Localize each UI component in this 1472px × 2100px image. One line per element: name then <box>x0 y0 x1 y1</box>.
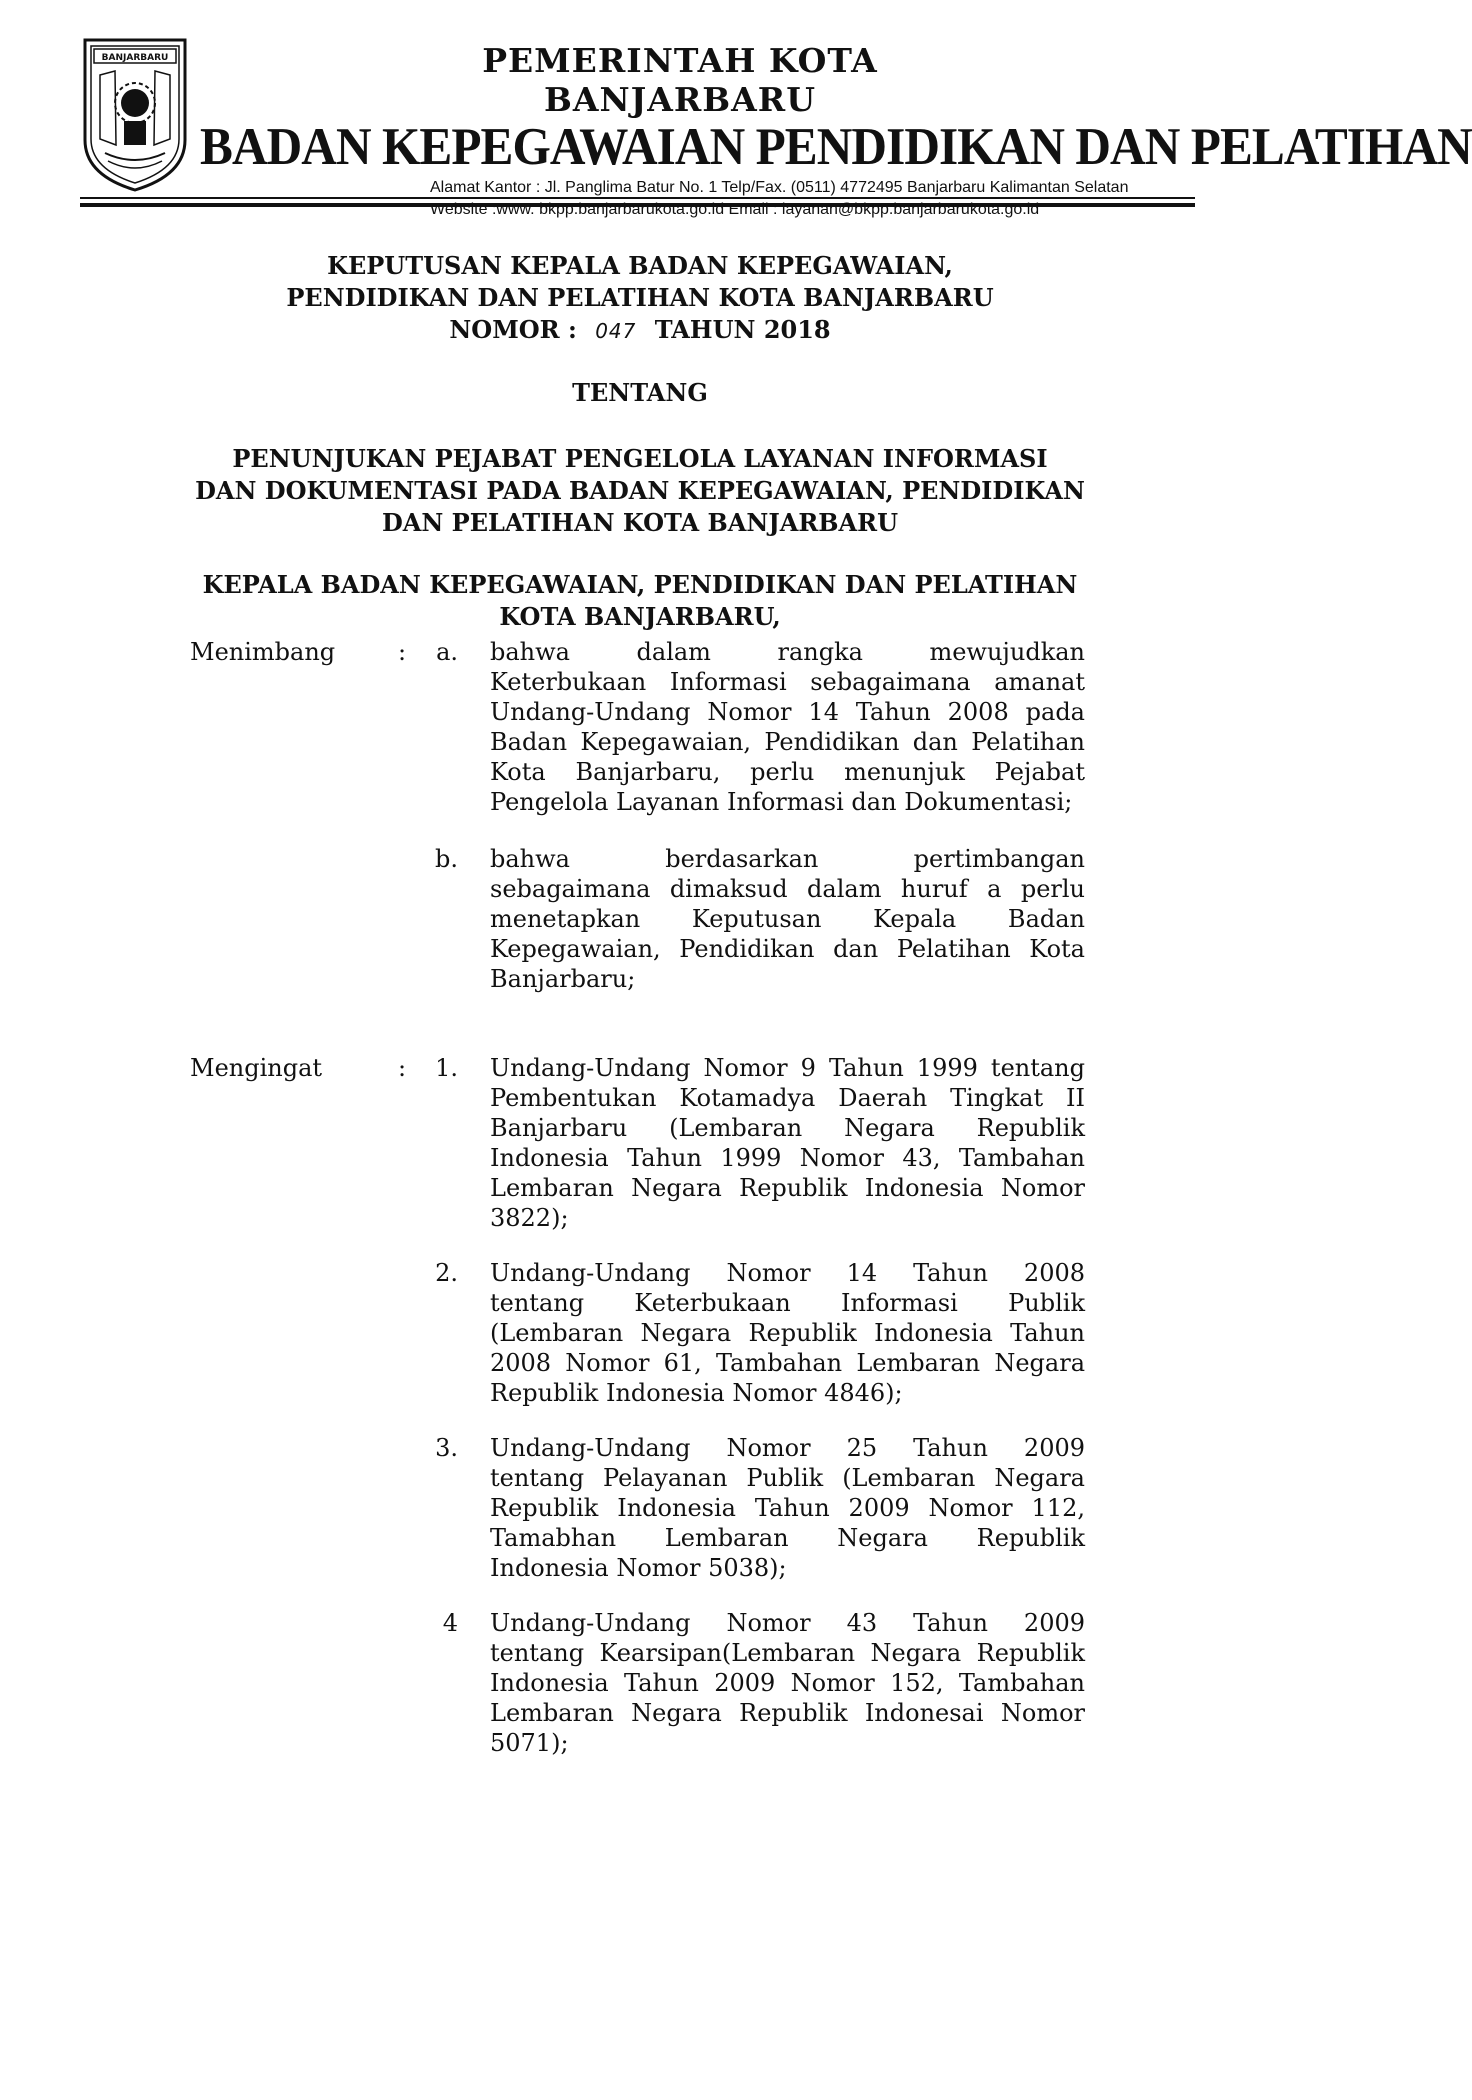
agency-name: BADAN KEPEGAWAIAN PENDIDIKAN DAN PELATIHAN <box>200 118 1472 176</box>
decree-title-block <box>120 250 1160 633</box>
text-line: Undang-Undang Nomor 25 Tahun 2009 <box>490 1434 1085 1462</box>
nomor-handwritten-value: 047 <box>595 319 637 343</box>
text-line: Republik Indonesia Nomor 4846); <box>490 1379 903 1407</box>
menimbang-item-a <box>490 637 1085 817</box>
mengingat-item-2 <box>490 1258 1085 1408</box>
text-line: Indonesia Tahun 2009 Nomor 152, Tambahan <box>490 1669 1085 1697</box>
text-line: Republik Indonesia Tahun 2009 Nomor 112, <box>490 1494 1085 1522</box>
mengingat-item-4-marker: 4 <box>442 1609 458 1637</box>
government-name: PEMERINTAH KOTA BANJARBARU <box>482 41 878 119</box>
text-line: Undang-Undang Nomor 14 Tahun 2008 <box>490 1259 1085 1287</box>
menimbang-colon: : <box>398 638 407 666</box>
text-line: Kepegawaian, Pendidikan dan Pelatihan Kota <box>490 935 1085 963</box>
emblem-text: BANJARBARU <box>101 53 169 63</box>
head-line-1: KEPALA BADAN KEPEGAWAIAN, PENDIDIKAN DAN PELATIHAN <box>202 570 1078 599</box>
text-line: Tamabhan Lembaran Negara Republik <box>490 1524 1085 1552</box>
text-line: Indonesia Tahun 1999 Nomor 43, Tambahan <box>490 1144 1085 1172</box>
text-line: 3822); <box>490 1204 569 1232</box>
text-line: (Lembaran Negara Republik Indonesia Tahun <box>490 1319 1085 1347</box>
text-line: tentang Keterbukaan Informasi Publik <box>490 1289 1085 1317</box>
subject-line-1: PENUNJUKAN PEJABAT PENGELOLA LAYANAN INFORMASI <box>232 444 1048 473</box>
decree-number-line <box>120 314 1160 347</box>
mengingat-item-2-marker: 2. <box>435 1259 458 1287</box>
mengingat-label: Mengingat <box>190 1054 323 1082</box>
text-line: Badan Kepegawaian, Pendidikan dan Pelatihan <box>490 728 1085 756</box>
letterhead <box>80 35 1472 218</box>
nomor-label: NOMOR : <box>449 315 577 344</box>
text-line: Undang-Undang Nomor 9 Tahun 1999 tentang <box>490 1054 1085 1082</box>
letterhead-divider-thick <box>80 203 1195 207</box>
website-email: Website :www. bkpp.banjarbarukota.go.id Email : layanan@bkpp.banjarbarukota.go.id <box>430 201 1040 218</box>
subject-line-3: DAN PELATIHAN KOTA BANJARBARU <box>381 508 899 537</box>
mengingat-item-3 <box>490 1433 1085 1583</box>
text-line: sebagaimana dimaksud dalam huruf a perlu <box>490 875 1085 903</box>
text-line: Lembaran Negara Republik Indonesai Nomor <box>490 1699 1085 1727</box>
office-address: Alamat Kantor : Jl. Panglima Batur No. 1 Telp/Fax. (0511) 4772495 Banjarbaru Kalimantan Selatan <box>430 179 1129 196</box>
text-line: Banjarbaru; <box>490 965 636 993</box>
text-line: Indonesia Nomor 5038); <box>490 1554 787 1582</box>
text-line: Undang-Undang Nomor 43 Tahun 2009 <box>490 1609 1085 1637</box>
mengingat-item-1 <box>490 1053 1085 1233</box>
mengingat-item-1-marker: 1. <box>435 1054 458 1082</box>
text-line: bahwa berdasarkan pertimbangan <box>490 845 1085 873</box>
text-line: Kota Banjarbaru, perlu menunjuk Pejabat <box>490 758 1085 786</box>
text-line: Banjarbaru (Lembaran Negara Republik <box>490 1114 1085 1142</box>
mengingat-colon: : <box>398 1054 407 1082</box>
decree-title-line-2: PENDIDIKAN DAN PELATIHAN KOTA BANJARBARU <box>286 283 994 312</box>
head-line-2: KOTA BANJARBARU, <box>499 602 781 631</box>
decree-title-line-1: KEPUTUSAN KEPALA BADAN KEPEGAWAIAN, <box>327 251 953 280</box>
text-line: Pembentukan Kotamadya Daerah Tingkat II <box>490 1084 1085 1112</box>
mengingat-item-4 <box>490 1608 1085 1758</box>
subject-line-2: DAN DOKUMENTASI PADA BADAN KEPEGAWAIAN, PENDIDIKAN <box>195 476 1085 505</box>
text-line: menetapkan Keputusan Kepala Badan <box>490 905 1085 933</box>
menimbang-item-b <box>490 844 1085 994</box>
menimbang-item-b-marker: b. <box>435 845 458 873</box>
text-line: bahwa dalam rangka mewujudkan <box>490 638 1085 666</box>
city-emblem-icon <box>80 35 190 193</box>
tahun-label: TAHUN 2018 <box>654 315 831 344</box>
text-line: Undang-Undang Nomor 14 Tahun 2008 pada <box>490 698 1085 726</box>
text-line: Keterbukaan Informasi sebagaimana amanat <box>490 668 1085 696</box>
text-line: tentang Pelayanan Publik (Lembaran Negara <box>490 1464 1085 1492</box>
text-line: Lembaran Negara Republik Indonesia Nomor <box>490 1174 1085 1202</box>
menimbang-label: Menimbang <box>190 638 336 666</box>
menimbang-item-a-marker: a. <box>436 638 458 666</box>
text-line: tentang Kearsipan(Lembaran Negara Republik <box>490 1639 1085 1667</box>
letterhead-divider-thin <box>80 197 1195 199</box>
text-line: Pengelola Layanan Informasi dan Dokumentasi; <box>490 788 1073 816</box>
text-line: 5071); <box>490 1729 569 1757</box>
mengingat-item-3-marker: 3. <box>435 1434 458 1462</box>
tentang-heading: TENTANG <box>572 378 708 407</box>
text-line: 2008 Nomor 61, Tambahan Lembaran Negara <box>490 1349 1085 1377</box>
